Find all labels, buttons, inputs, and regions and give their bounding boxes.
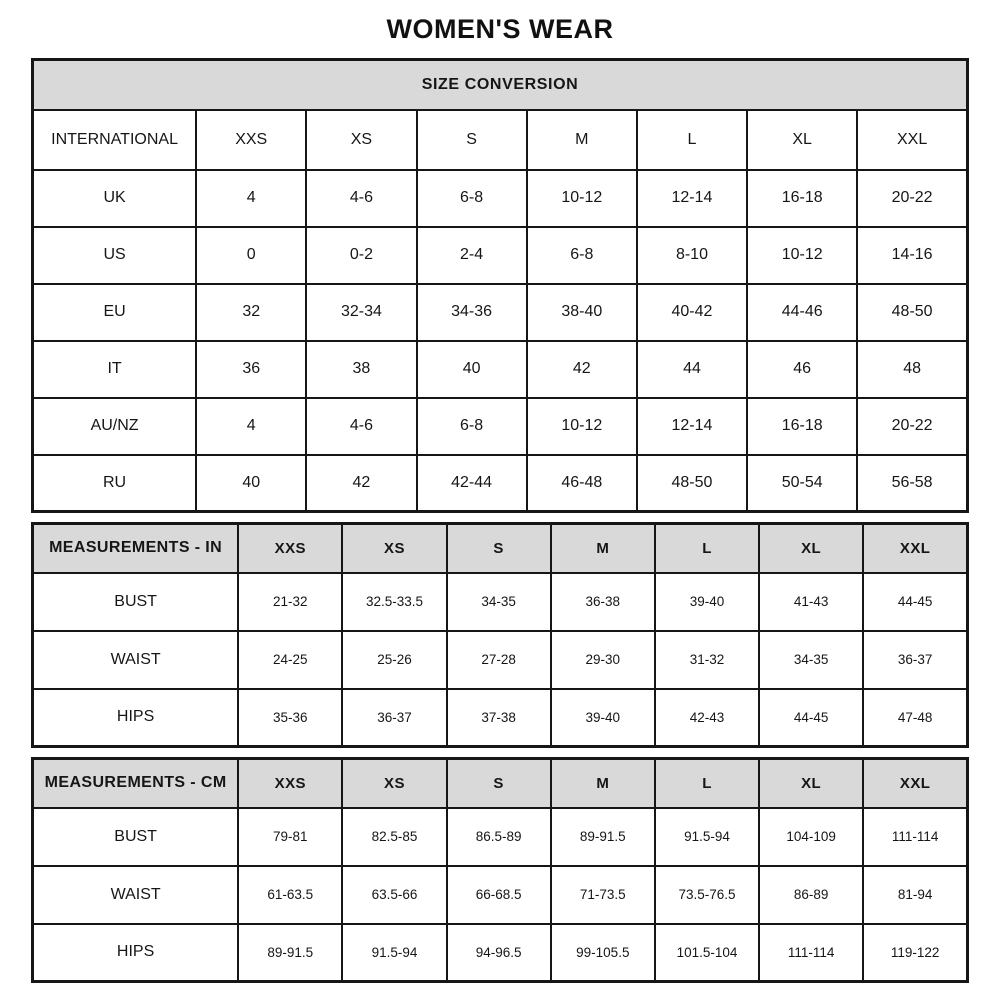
row-label-bust: BUST bbox=[33, 573, 239, 631]
column-header-s: S bbox=[417, 110, 527, 170]
column-header-xl: XL bbox=[759, 759, 863, 808]
column-header-m: M bbox=[551, 759, 655, 808]
column-header-xxs: XXS bbox=[238, 524, 342, 573]
cell-ru-xs: 42 bbox=[306, 455, 416, 512]
column-header-xxl: XXL bbox=[857, 110, 967, 170]
column-header-s: S bbox=[447, 759, 551, 808]
cell-it-xl: 46 bbox=[747, 341, 857, 398]
cell-hips-xl: 111-114 bbox=[759, 924, 863, 982]
table-row-au-nz bbox=[33, 398, 968, 455]
column-header-measurements-cm: MEASUREMENTS - CM bbox=[33, 759, 239, 808]
cell-waist-xl: 34-35 bbox=[759, 631, 863, 689]
cell-it-xs: 38 bbox=[306, 341, 416, 398]
table-row-us bbox=[33, 227, 968, 284]
page-title: WOMEN'S WEAR bbox=[386, 14, 614, 44]
column-header-xs: XS bbox=[306, 110, 416, 170]
column-header-l: L bbox=[637, 110, 747, 170]
table-row-hips bbox=[33, 689, 968, 747]
cell-waist-l: 73.5-76.5 bbox=[655, 866, 759, 924]
cell-eu-xs: 32-34 bbox=[306, 284, 416, 341]
cell-uk-xxs: 4 bbox=[196, 170, 306, 227]
cell-eu-m: 38-40 bbox=[527, 284, 637, 341]
size-conversion-table bbox=[31, 58, 969, 513]
column-header-xs: XS bbox=[342, 524, 446, 573]
column-header-xxs: XXS bbox=[196, 110, 306, 170]
column-header-international: INTERNATIONAL bbox=[33, 110, 197, 170]
cell-bust-xxl: 44-45 bbox=[863, 573, 967, 631]
column-header-xxs: XXS bbox=[238, 759, 342, 808]
table-title-row bbox=[33, 60, 968, 110]
cell-uk-l: 12-14 bbox=[637, 170, 747, 227]
row-label-us: US bbox=[33, 227, 197, 284]
column-header-xl: XL bbox=[747, 110, 857, 170]
table-row-hips bbox=[33, 924, 968, 982]
cell-hips-m: 39-40 bbox=[551, 689, 655, 747]
cell-bust-m: 36-38 bbox=[551, 573, 655, 631]
cell-hips-l: 42-43 bbox=[655, 689, 759, 747]
table-row-bust bbox=[33, 573, 968, 631]
column-header-measurements-in: MEASUREMENTS - IN bbox=[33, 524, 239, 573]
cell-ru-xl: 50-54 bbox=[747, 455, 857, 512]
cell-hips-m: 99-105.5 bbox=[551, 924, 655, 982]
cell-us-xl: 10-12 bbox=[747, 227, 857, 284]
cell-bust-l: 39-40 bbox=[655, 573, 759, 631]
cell-ru-xxl: 56-58 bbox=[857, 455, 967, 512]
cell-eu-xxl: 48-50 bbox=[857, 284, 967, 341]
column-header-m: M bbox=[527, 110, 637, 170]
cell-it-l: 44 bbox=[637, 341, 747, 398]
cell-hips-xs: 36-37 bbox=[342, 689, 446, 747]
cell-waist-m: 71-73.5 bbox=[551, 866, 655, 924]
row-label-bust: BUST bbox=[33, 808, 239, 866]
cell-waist-xxs: 61-63.5 bbox=[238, 866, 342, 924]
cell-waist-s: 27-28 bbox=[447, 631, 551, 689]
row-label-eu: EU bbox=[33, 284, 197, 341]
cell-hips-xs: 91.5-94 bbox=[342, 924, 446, 982]
cell-eu-xxs: 32 bbox=[196, 284, 306, 341]
table-row-eu bbox=[33, 284, 968, 341]
column-header-xxl: XXL bbox=[863, 759, 967, 808]
column-header-xs: XS bbox=[342, 759, 446, 808]
cell-au-nz-xxs: 4 bbox=[196, 398, 306, 455]
cell-bust-s: 86.5-89 bbox=[447, 808, 551, 866]
column-header-m: M bbox=[551, 524, 655, 573]
cell-au-nz-l: 12-14 bbox=[637, 398, 747, 455]
row-label-waist: WAIST bbox=[33, 631, 239, 689]
row-label-it: IT bbox=[33, 341, 197, 398]
header-row bbox=[33, 110, 968, 170]
cell-bust-xs: 82.5-85 bbox=[342, 808, 446, 866]
cell-eu-s: 34-36 bbox=[417, 284, 527, 341]
cell-eu-l: 40-42 bbox=[637, 284, 747, 341]
cell-waist-xxl: 36-37 bbox=[863, 631, 967, 689]
table-row-ru bbox=[33, 455, 968, 512]
measurements-in-table bbox=[31, 522, 969, 748]
column-header-xxl: XXL bbox=[863, 524, 967, 573]
cell-bust-m: 89-91.5 bbox=[551, 808, 655, 866]
cell-it-xxs: 36 bbox=[196, 341, 306, 398]
size-conversion-title: SIZE CONVERSION bbox=[33, 60, 968, 110]
cell-bust-xl: 41-43 bbox=[759, 573, 863, 631]
cell-uk-xs: 4-6 bbox=[306, 170, 416, 227]
cell-au-nz-xs: 4-6 bbox=[306, 398, 416, 455]
cell-waist-xl: 86-89 bbox=[759, 866, 863, 924]
cell-ru-l: 48-50 bbox=[637, 455, 747, 512]
cell-hips-l: 101.5-104 bbox=[655, 924, 759, 982]
cell-uk-m: 10-12 bbox=[527, 170, 637, 227]
row-label-ru: RU bbox=[33, 455, 197, 512]
cell-ru-m: 46-48 bbox=[527, 455, 637, 512]
cell-it-s: 40 bbox=[417, 341, 527, 398]
cell-eu-xl: 44-46 bbox=[747, 284, 857, 341]
cell-it-xxl: 48 bbox=[857, 341, 967, 398]
table-row-bust bbox=[33, 808, 968, 866]
column-header-l: L bbox=[655, 524, 759, 573]
cell-hips-xxs: 89-91.5 bbox=[238, 924, 342, 982]
cell-us-xs: 0-2 bbox=[306, 227, 416, 284]
column-header-s: S bbox=[447, 524, 551, 573]
cell-bust-xxl: 111-114 bbox=[863, 808, 967, 866]
cell-hips-xxl: 47-48 bbox=[863, 689, 967, 747]
table-row-waist bbox=[33, 631, 968, 689]
cell-hips-xxl: 119-122 bbox=[863, 924, 967, 982]
cell-hips-s: 94-96.5 bbox=[447, 924, 551, 982]
cell-bust-xs: 32.5-33.5 bbox=[342, 573, 446, 631]
cell-us-xxl: 14-16 bbox=[857, 227, 967, 284]
cell-us-l: 8-10 bbox=[637, 227, 747, 284]
cell-au-nz-xl: 16-18 bbox=[747, 398, 857, 455]
cell-waist-xxs: 24-25 bbox=[238, 631, 342, 689]
table-row-waist bbox=[33, 866, 968, 924]
measurements-cm-table bbox=[31, 757, 969, 983]
table-row-it bbox=[33, 341, 968, 398]
column-header-xl: XL bbox=[759, 524, 863, 573]
cell-waist-xs: 25-26 bbox=[342, 631, 446, 689]
table-row-uk bbox=[33, 170, 968, 227]
cell-bust-xxs: 79-81 bbox=[238, 808, 342, 866]
row-label-uk: UK bbox=[33, 170, 197, 227]
cell-ru-s: 42-44 bbox=[417, 455, 527, 512]
cell-waist-xs: 63.5-66 bbox=[342, 866, 446, 924]
row-label-au-nz: AU/NZ bbox=[33, 398, 197, 455]
cell-waist-l: 31-32 bbox=[655, 631, 759, 689]
cell-waist-m: 29-30 bbox=[551, 631, 655, 689]
cell-au-nz-s: 6-8 bbox=[417, 398, 527, 455]
header-row bbox=[33, 759, 968, 808]
cell-bust-l: 91.5-94 bbox=[655, 808, 759, 866]
cell-hips-s: 37-38 bbox=[447, 689, 551, 747]
cell-bust-xl: 104-109 bbox=[759, 808, 863, 866]
cell-au-nz-xxl: 20-22 bbox=[857, 398, 967, 455]
cell-hips-xl: 44-45 bbox=[759, 689, 863, 747]
row-label-waist: WAIST bbox=[33, 866, 239, 924]
cell-waist-s: 66-68.5 bbox=[447, 866, 551, 924]
cell-uk-xxl: 20-22 bbox=[857, 170, 967, 227]
cell-us-xxs: 0 bbox=[196, 227, 306, 284]
cell-hips-xxs: 35-36 bbox=[238, 689, 342, 747]
row-label-hips: HIPS bbox=[33, 924, 239, 982]
cell-us-m: 6-8 bbox=[527, 227, 637, 284]
column-header-l: L bbox=[655, 759, 759, 808]
cell-waist-xxl: 81-94 bbox=[863, 866, 967, 924]
header-row bbox=[33, 524, 968, 573]
cell-bust-xxs: 21-32 bbox=[238, 573, 342, 631]
cell-ru-xxs: 40 bbox=[196, 455, 306, 512]
cell-us-s: 2-4 bbox=[417, 227, 527, 284]
cell-uk-xl: 16-18 bbox=[747, 170, 857, 227]
cell-uk-s: 6-8 bbox=[417, 170, 527, 227]
cell-bust-s: 34-35 bbox=[447, 573, 551, 631]
cell-au-nz-m: 10-12 bbox=[527, 398, 637, 455]
row-label-hips: HIPS bbox=[33, 689, 239, 747]
cell-it-m: 42 bbox=[527, 341, 637, 398]
